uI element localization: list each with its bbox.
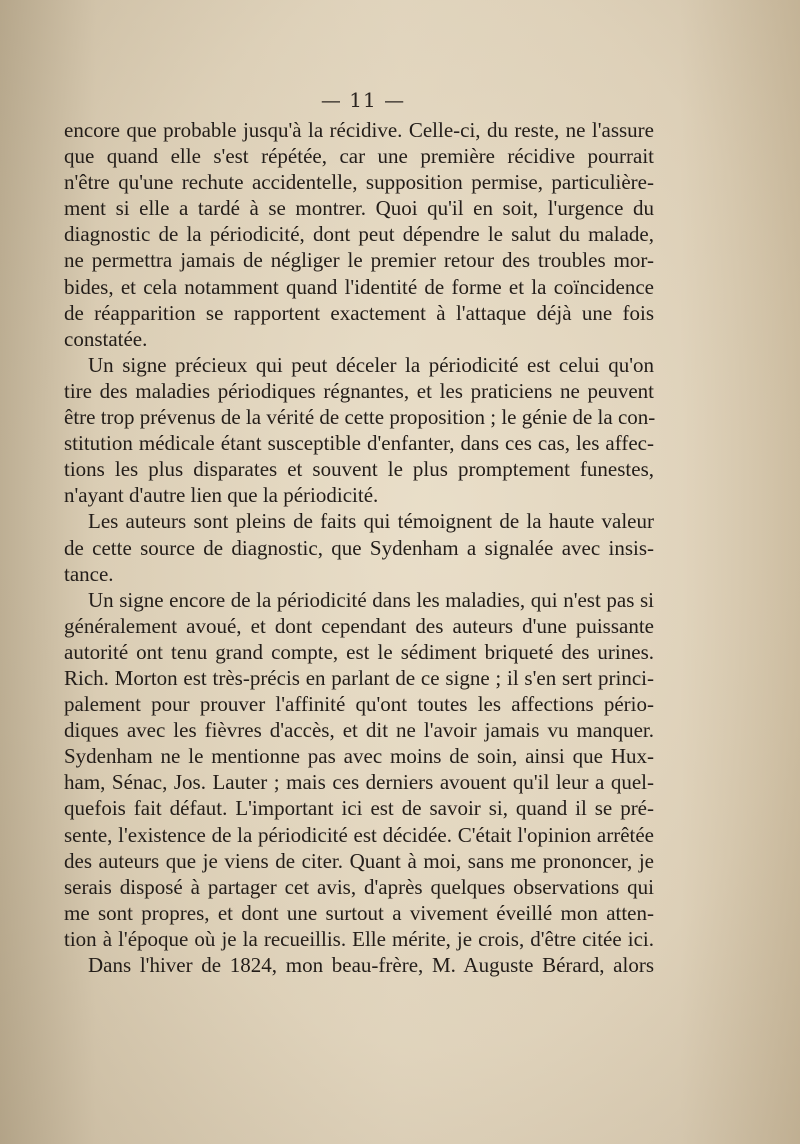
text-line: généralement avoué, et dont cependant des auteurs d'une puissante — [64, 613, 654, 638]
text-line: diagnostic de la périodicité, dont peut dépendre le salut du malade, — [64, 222, 654, 247]
text-line: sente, l'existence de la périodicité est décidée. C'était l'opinion arrêtée — [64, 822, 654, 847]
text-line: de cette source de diagnostic, que Sydenham a signalée avec insis- — [64, 535, 654, 560]
text-line: Rich. Morton est très-précis en parlant de ce signe ; il s'en sert princi- — [64, 665, 654, 690]
text-line: que quand elle s'est répétée, car une première récidive pourrait — [64, 144, 654, 169]
text-line: ne permettra jamais de négliger le premier retour des troubles mor- — [64, 248, 654, 273]
text-line: palement pour prouver l'affinité qu'ont toutes les affections pério- — [64, 692, 654, 717]
body-text — [64, 117, 654, 978]
text-line: des auteurs que je viens de citer. Quant à moi, sans me prononcer, je — [64, 848, 654, 873]
text-line: tance. — [64, 561, 114, 586]
text-line: stitution médicale étant susceptible d'enfanter, dans ces cas, les affec- — [64, 431, 654, 456]
text-line: Dans l'hiver de 1824, mon beau-frère, M. Auguste Bérard, alors — [88, 953, 654, 977]
text-line: me sont propres, et dont une surtout a vivement éveillé mon atten- — [64, 900, 654, 925]
text-line: encore que probable jusqu'à la récidive. Celle-ci, du reste, ne l'assure — [64, 118, 654, 142]
text-line: ham, Sénac, Jos. Lauter ; mais ces derniers avouent qu'il leur a quel- — [64, 770, 654, 795]
text-line: ment si elle a tardé à se montrer. Quoi qu'il en soit, l'urgence du — [64, 196, 654, 221]
text-line: autorité ont tenu grand compte, est le sédiment briqueté des urines. — [64, 639, 654, 664]
text-line: n'être qu'une rechute accidentelle, supposition permise, particulière- — [64, 170, 654, 195]
text-line: serais disposé à partager cet avis, d'après quelques observations qui — [64, 874, 654, 899]
text-line: diques avec les fièvres d'accès, et dit ne l'avoir jamais vu manquer. — [64, 718, 654, 743]
text-line: Un signe encore de la périodicité dans les maladies, qui n'est pas si — [88, 587, 654, 612]
page-number: — 11 — — [320, 88, 406, 112]
text-line: Sydenham ne le mentionne pas avec moins de soin, ainsi que Hux- — [64, 744, 654, 769]
text-line: tions les plus disparates et souvent le plus promptement funestes, — [64, 457, 654, 482]
text-line: Les auteurs sont pleins de faits qui témoignent de la haute valeur — [88, 509, 654, 534]
text-line: tion à l'époque où je la recueillis. Elle mérite, je crois, d'être citée ici. — [64, 926, 654, 951]
text-line: bides, et cela notamment quand l'identité de forme et la coïncidence — [64, 274, 654, 299]
text-line: Un signe précieux qui peut déceler la périodicité est celui qu'on — [88, 352, 654, 377]
text-line: n'ayant d'autre lien que la périodicité. — [64, 483, 379, 508]
text-line: constatée. — [64, 326, 148, 351]
text-line: de réapparition se rapportent exactement à l'attaque déjà une fois — [64, 300, 654, 325]
text-line: tire des maladies périodiques régnantes, et les praticiens ne peuvent — [64, 378, 654, 403]
text-line: être trop prévenus de la vérité de cette proposition ; le génie de la con- — [64, 405, 656, 430]
text-line: quefois fait défaut. L'important ici est de savoir si, quand il se pré- — [64, 796, 654, 821]
